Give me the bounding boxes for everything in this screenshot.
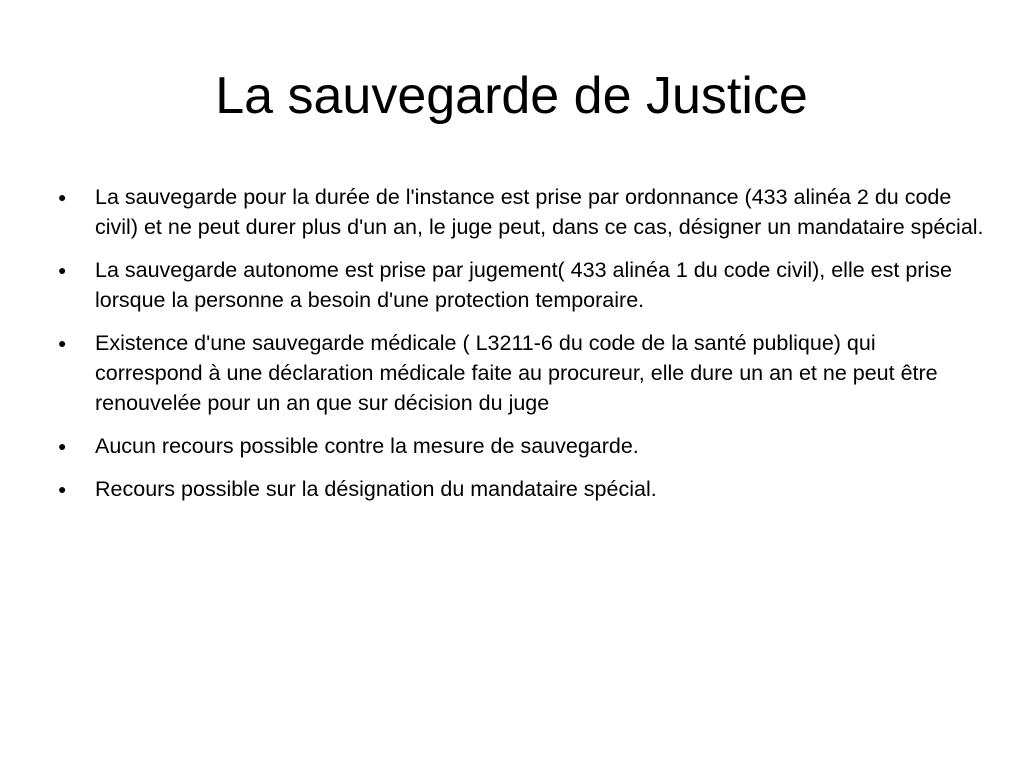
- bullet-dot-icon: ●: [58, 481, 67, 497]
- bullet-text: Aucun recours possible contre la mesure de sauvegarde.: [95, 434, 639, 458]
- bullet-dot-icon: ●: [58, 438, 67, 454]
- bullet-item: [58, 328, 988, 418]
- slide-title: La sauvegarde de Justice: [215, 67, 808, 125]
- bullet-item: [58, 431, 988, 461]
- bullet-text: Existence d'une sauvegarde médicale ( L3211-6 du code de la santé publique) qui correspond à une déclaration médicale faite au procureur, elle dure un an et ne peut être renouvelée pour un an que sur décision du juge: [95, 331, 938, 415]
- bullet-text: La sauvegarde autonome est prise par jugement( 433 alinéa 1 du code civil), elle est prise lorsque la personne a besoin d'une protection temporaire.: [95, 258, 952, 312]
- bullet-dot-icon: ●: [58, 335, 67, 351]
- bullet-dot-icon: ●: [58, 262, 67, 278]
- bullet-list: [58, 182, 988, 517]
- bullet-text: Recours possible sur la désignation du mandataire spécial.: [95, 477, 657, 501]
- bullet-item: [58, 182, 988, 242]
- bullet-text: La sauvegarde pour la durée de l'instance est prise par ordonnance (433 alinéa 2 du code civil) et ne peut durer plus d'un an, le juge peut, dans ce cas, désigner un mandataire spécial.: [95, 185, 984, 239]
- bullet-dot-icon: ●: [58, 189, 67, 205]
- bullet-item: [58, 255, 988, 315]
- bullet-item: [58, 474, 988, 504]
